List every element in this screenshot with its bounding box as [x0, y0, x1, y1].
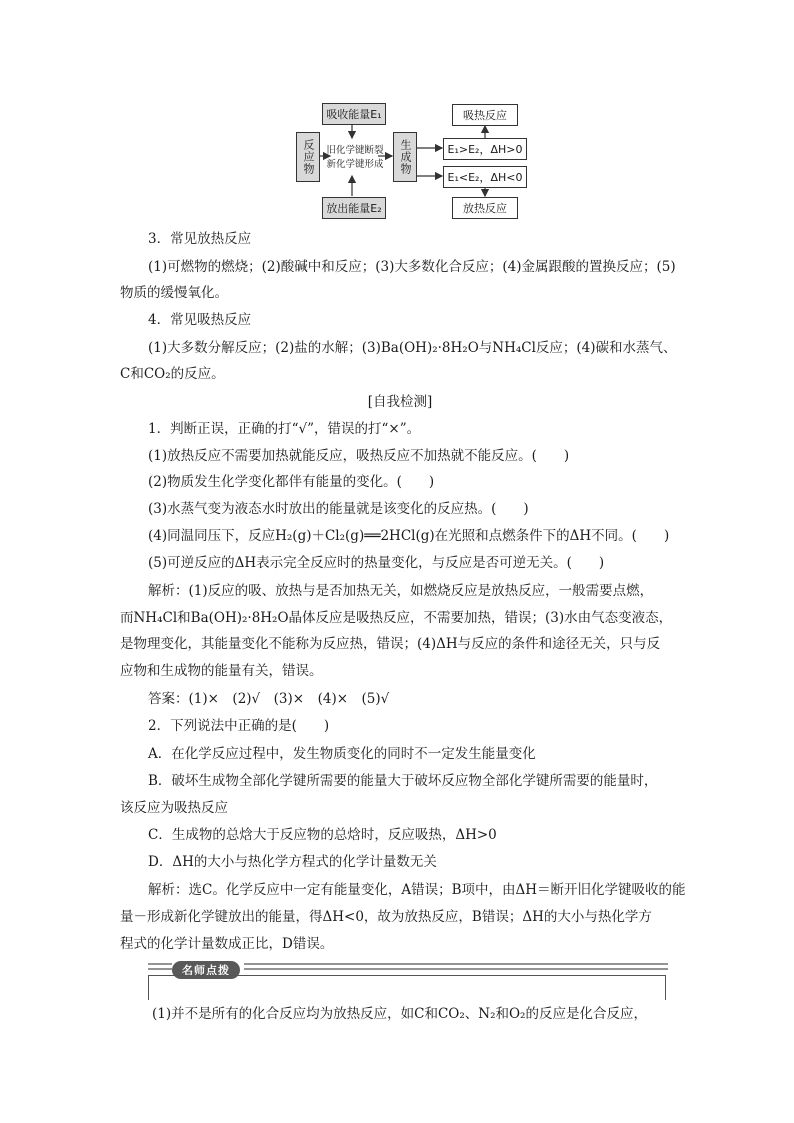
q1-item4: (4)同温同压下，反应H₂(g)＋Cl₂(g)══2HCl(g)在光照和点燃条件下的ΔH不同。( ): [148, 528, 670, 544]
exothermic-box: 放热反应: [452, 197, 518, 219]
q1-analysis-2: 而NH₄Cl和Ba(OH)₂·8H₂O晶体反应是吸热反应，不需要加热，错误；(3)水由气态变液态，: [120, 610, 673, 626]
absorb-energy-box: 吸收能量E₁: [322, 103, 386, 125]
q1-answer: 答案：(1)× (2)√ (3)× (4)× (5)√: [148, 691, 390, 707]
q2-option-a: A．在化学反应过程中，发生物质变化的同时不一定发生能量变化: [148, 746, 536, 762]
q1-item1: (1)放热反应不需要加热就能反应，吸热反应不加热就不能反应。( ): [148, 448, 570, 464]
section4-line1: (1)大多数分解反应；(2)盐的水解；(3)Ba(OH)₂·8H₂O与NH₄Cl反应；(4)碳和水蒸气、: [148, 340, 677, 356]
tip-line1: (1)并不是所有的化合反应均为放热反应，如C和CO₂、N₂和O₂的反应是化合反应，: [152, 1006, 647, 1022]
endothermic-box: 吸热反应: [452, 104, 518, 126]
process-line-2: 新化学键形成: [326, 159, 384, 170]
q1-item3: (3)水蒸气变为液态水时放出的能量就是该变化的反应热。( ): [148, 501, 529, 517]
section3-line1: (1)可燃物的燃烧；(2)酸碱中和反应；(3)大多数化合反应；(4)金属跟酸的置换反应；(5): [148, 259, 676, 275]
release-energy-box: 放出能量E₂: [322, 197, 386, 219]
q2-analysis-1: 解析：选C。化学反应中一定有能量变化，A错误；B项中，由ΔH＝断开旧化学键吸收的能: [148, 882, 686, 898]
condition-exothermic-box: E₁<E₂，ΔH<0: [443, 166, 527, 188]
q1-item2: (2)物质发生化学变化都伴有能量的变化。( ): [148, 474, 435, 490]
q1-stem: 1．判断正误，正确的打“√”，错误的打“×”。: [148, 421, 421, 437]
process-label: [324, 144, 386, 172]
q1-analysis-3: 是物理变化，其能量变化不能称为反应热，错误；(4)ΔH与反应的条件和途径无关，只与反: [120, 636, 661, 652]
q2-option-d: D．ΔH的大小与热化学方程式的化学计量数无关: [148, 854, 437, 870]
q2-option-b-line2: 该反应为吸热反应: [120, 800, 228, 816]
q2-analysis-2: 量－形成新化学键放出的能量，得ΔH<0，故为放热反应，B错误；ΔH的大小与热化学方: [120, 909, 652, 925]
process-line-1: 旧化学键断裂: [326, 145, 384, 156]
q2-option-c: C．生成物的总焓大于反应物的总焓时，反应吸热，ΔH>0: [148, 827, 497, 843]
self-check-heading: [自我检测]: [367, 394, 433, 410]
q1-analysis-4: 应物和生成物的能量有关，错误。: [120, 663, 323, 679]
section3-heading: 3．常见放热反应: [148, 231, 252, 247]
q1-item5: (5)可逆反应的ΔH表示完全反应时的热量变化，与反应是否可逆无关。( ): [148, 555, 605, 571]
tip-frame: [148, 975, 666, 1000]
tip-title-badge: 名师点拨: [172, 961, 240, 979]
condition-endothermic-box: E₁>E₂，ΔH>0: [443, 138, 527, 160]
q2-option-b-line1: B．破坏生成物全部化学键所需要的能量大于破坏反应物全部化学键所需要的能量时，: [148, 773, 658, 789]
section4-heading: 4．常见吸热反应: [148, 312, 252, 328]
section4-line2: C和CO₂的反应。: [120, 366, 225, 382]
section3-line2: 物质的缓慢氧化。: [120, 285, 228, 301]
diagram-arrows: [0, 0, 794, 230]
q2-stem: 2．下列说法中正确的是( ): [148, 718, 330, 734]
q2-analysis-3: 程式的化学计量数成正比，D错误。: [120, 936, 334, 952]
product-box: 生成物: [393, 132, 417, 182]
q1-analysis-1: 解析：(1)反应的吸、放热与是否加热无关，如燃烧反应是放热反应，一般需要点燃，: [148, 583, 654, 599]
reactant-box: 反应物: [296, 132, 320, 182]
